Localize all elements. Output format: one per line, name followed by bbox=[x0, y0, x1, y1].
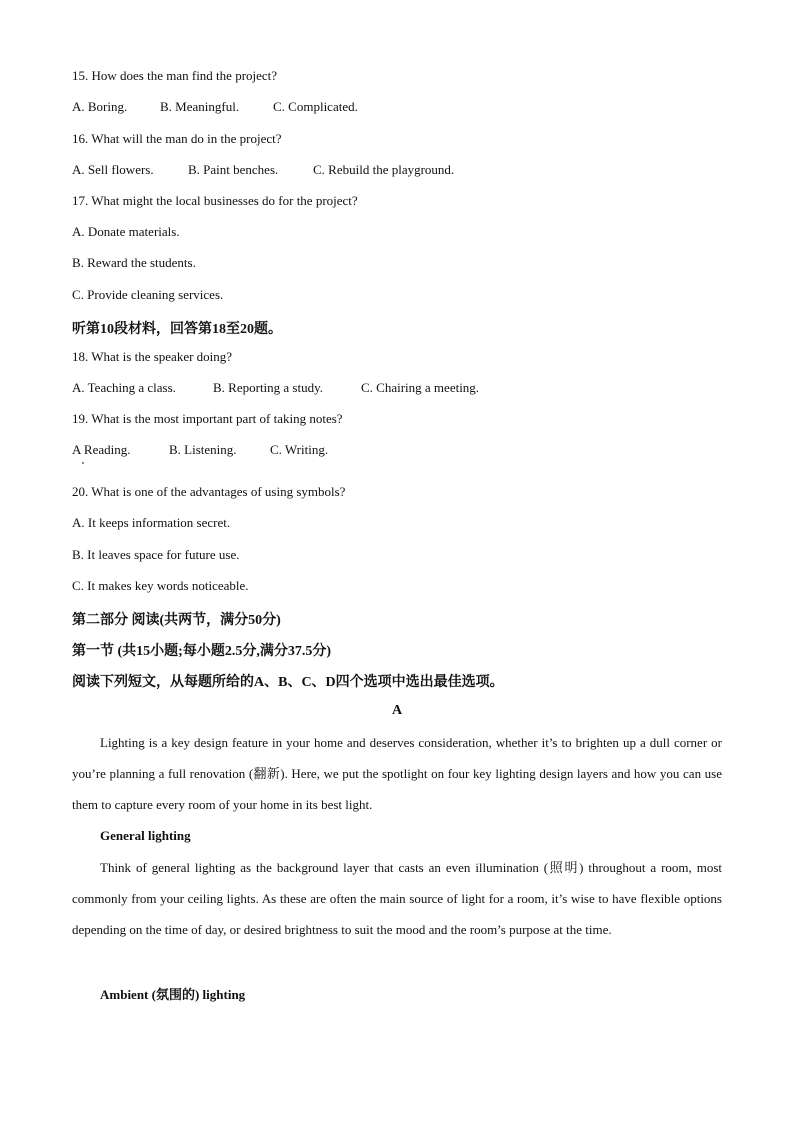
option-a: A. Teaching a class. bbox=[72, 380, 176, 395]
question-16-options bbox=[72, 162, 454, 178]
question-20-stem: 20. What is one of the advantages of using symbols? bbox=[72, 484, 346, 499]
option-a: A. Boring. bbox=[72, 99, 128, 114]
question-17-option-a: A. Donate materials. bbox=[72, 224, 180, 239]
heading-general-lighting: General lighting bbox=[100, 828, 191, 843]
question-16-stem: 16. What will the man do in the project? bbox=[72, 131, 282, 146]
question-19-options bbox=[72, 442, 328, 458]
question-17-option-b: B. Reward the students. bbox=[72, 255, 196, 270]
option-b: B. Paint benches. bbox=[188, 162, 279, 177]
question-19-stem: 19. What is the most important part of taking notes? bbox=[72, 411, 343, 426]
option-b: B. Reporting a study. bbox=[213, 380, 324, 395]
reading-instruction: 阅读下列短文，从每题所给的A、B、C、D四个选项中选出最佳选项。 bbox=[72, 675, 504, 690]
option-c: C. Rebuild the playground. bbox=[313, 162, 455, 177]
option-a: A Reading. bbox=[72, 442, 131, 457]
option-c: C. Chairing a meeting. bbox=[361, 380, 480, 395]
option-a: A. Sell flowers. bbox=[72, 162, 154, 177]
question-20-option-b: B. It leaves space for future use. bbox=[72, 547, 240, 562]
ink-speck bbox=[82, 462, 84, 464]
passage-label: A bbox=[391, 703, 403, 718]
option-c: C. Writing. bbox=[270, 442, 329, 457]
heading-ambient-lighting: Ambient (氛围的) lighting bbox=[100, 987, 246, 1002]
paragraph-intro: Lighting is a key design feature in your home and deserves consideration, whether it’s to brighten up a dull corner or you’re planning a full renovation (翻新). Here, we put the spotlight on four key lighting design layers and how you can use them to capture every room of your home in its best light. bbox=[72, 735, 722, 812]
part-2-heading: 第二部分 阅读(共两节，满分50分) bbox=[72, 613, 281, 628]
option-b: B. Listening. bbox=[169, 442, 237, 457]
question-17-option-c: C. Provide cleaning services. bbox=[72, 287, 224, 302]
question-20-option-c: C. It makes key words noticeable. bbox=[72, 578, 249, 593]
question-20-option-a: A. It keeps information secret. bbox=[72, 515, 231, 530]
section-10-instruction: 听第10段材料，回答第18至20题。 bbox=[72, 322, 282, 337]
section-1-heading: 第一节 (共15小题;每小题2.5分,满分37.5分) bbox=[72, 644, 331, 659]
option-c: C. Complicated. bbox=[273, 99, 358, 114]
question-17-stem: 17. What might the local businesses do for the project? bbox=[72, 193, 358, 208]
option-b: B. Meaningful. bbox=[160, 99, 240, 114]
question-15-stem: 15. How does the man find the project? bbox=[72, 68, 278, 83]
question-15-options bbox=[72, 99, 358, 115]
question-18-stem: 18. What is the speaker doing? bbox=[72, 349, 233, 364]
paragraph-general-lighting: Think of general lighting as the background layer that casts an even illumination (照明) throughout a room, most commonly from your ceiling lights. As these are often the main source of light for a room, it’s wise to have flexible options depending on the time of day, or desired brightness to suit the mood and the room’s purpose at the time. bbox=[72, 860, 722, 937]
question-18-options bbox=[72, 380, 479, 396]
